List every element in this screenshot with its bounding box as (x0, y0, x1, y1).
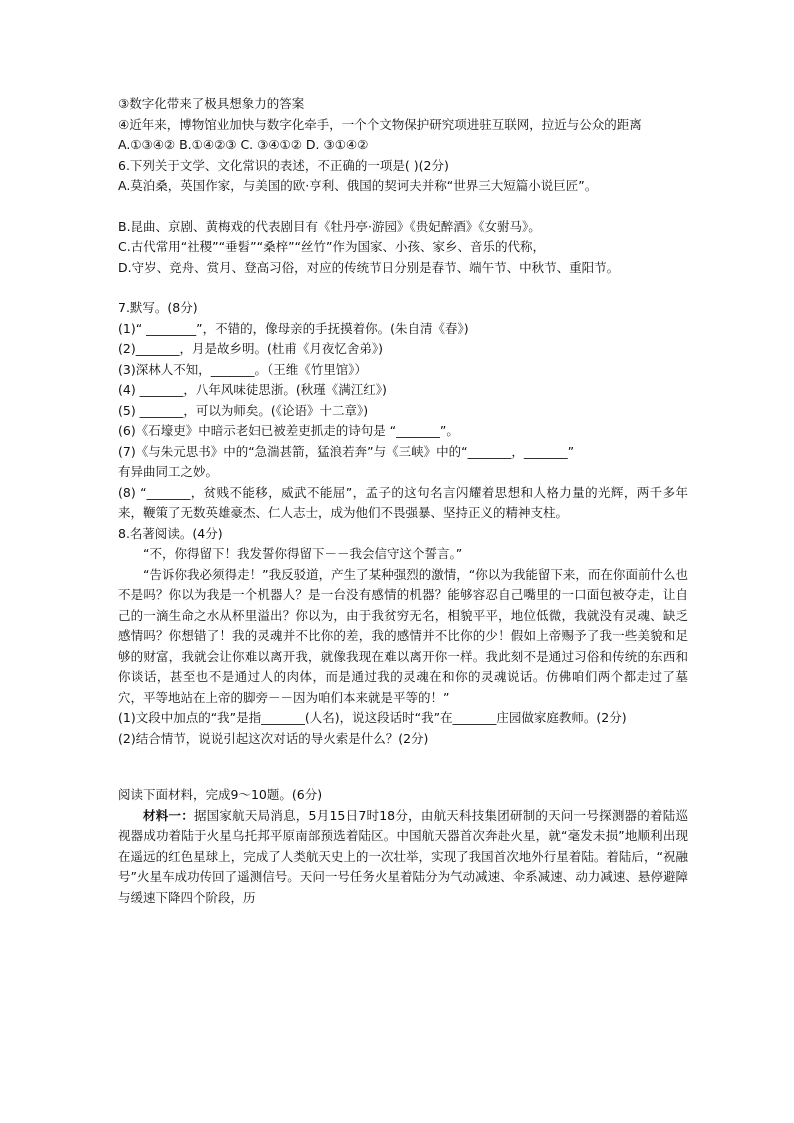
reading-intro: 阅读下面材料，完成9～10题。(6分) (118, 787, 323, 802)
q6-option-d: D.守岁、竞舟、赏月、登高习俗，对应的传统节日分别是春节、端午节、中秋节、重阳节。 (118, 259, 620, 275)
q6-stem: 6.下列关于文学、文化常识的表述，不正确的一项是( )(2分) (118, 157, 449, 173)
material-1 (118, 806, 688, 909)
q7-line-3: (3)深林人不知，_______。（王维《竹里馆》） (118, 361, 367, 377)
q7-line-4: (4) _______，八年风味徒思浙。(秋瑾《满江红》) (118, 382, 387, 397)
q6-option-a: A.莫泊桑，英国作家，与美国的欧·亨利、俄国的契诃夫并称“世界三大短篇小说巨匠”。 (118, 178, 598, 193)
q7-line-6: (6)《石壕吏》中暗示老妇已被差吏抓走的诗句是 “_______”。 (118, 423, 459, 438)
q6-option-c: C.古代常用“社稷”“垂髫”“桑梓”“丝竹”作为国家、小孩、家乡、音乐的代称， (118, 239, 546, 254)
q7-line-7b: 有异曲同工之妙。 (118, 464, 219, 479)
q5-item-4: ④近年来，博物馆业加快与数字化牵手，一个个文物保护研究项进驻互联网，拉近与公众的距离 (118, 116, 642, 132)
q8-sub-1: (1)文段中加点的“我”是指_______(人名)，说这段话时“我”在_______庄园做家庭教师。(2分) (118, 710, 627, 725)
spacer (118, 749, 688, 785)
q7-line-2: (2)_______，月是故乡明。(杜甫《月夜忆舍弟》) (118, 341, 383, 356)
q7-line-5: (5) _______，可以为师矣。(《论语》十二章》) (118, 402, 369, 418)
material-1-text: 据国家航天局消息，5月15日7时18分，由航天科技集团研制的天问一号探测器的着陆巡视器成功着陆于火星乌托邦平原南部预选着陆区。中国航天器首次奔赴火星，就“毫发未损”地顺利出现在遥远的红色星球上，完成了人类航天史上的一次壮举，实现了我国首次地外行星着陆。着陆后，“祝融号”火星车成功传回了遥测信号。天问一号任务火星着陆分为气动减速、伞系减速、动力减速、悬停避障与缓速下降四个阶段，历 (118, 807, 688, 905)
q7-stem: 7.默写。(8分) (118, 300, 198, 315)
q5-options: A.①③④② B.①④②③ C. ③④①② D. ③①④② (118, 137, 369, 152)
q8-passage-2: “告诉你我必须得走！”我反驳道，产生了某种强烈的激情，“你以为我能留下来，而在你面前什么也不是吗？你以为我是一个机器人？是一台没有感情的机器？能够容忍自己嘴里的一口面包被夺走，让自己的一滴生命之水从杯里溢出？你以为，由于我贫穷无名，相貌平平，地位低微，我就没有灵魂、缺乏感情吗？你想错了！我的灵魂并不比你的差，我的感情并不比你的少！假如上帝赐予了我一些美貌和足够的财富，我就会让你难以离开我，就像我现在难以离开你一样。我此刻不是通过习俗和传统的东西和你谈话，甚至也不是通过人的肉体，而是通过我的灵魂在和你的灵魂说话。仿佛咱们两个都走过了墓穴，平等地站在上帝的脚旁－－因为咱们本来就是平等的！” (118, 566, 688, 705)
spacer (118, 278, 688, 298)
document-page (118, 94, 688, 908)
q8-stem: 8.名著阅读。(4分) (118, 525, 223, 541)
q7-line-8: (8) “_______，贫贱不能移，威武不能屈”，孟子的这句名言闪耀着思想和人格力量的光辉，两千多年来，鞭策了无数英雄豪杰、仁人志士，成为他们不畏强暴、坚持正义的精神支柱。 (118, 484, 688, 520)
spacer (118, 197, 688, 217)
q7-line-7a: (7)《与朱元思书》中的“急湍甚箭，猛浪若奔”与《三峡》中的“_______，_______” (118, 443, 575, 459)
q6-option-b: B.昆曲、京剧、黄梅戏的代表剧目有《牡丹亭·游园》《贵妃醉酒》《女驸马》。 (118, 218, 541, 234)
q5-item-3: ③数字化带来了极具想象力的答案 (118, 96, 305, 111)
q8-passage-1: “不，你得留下！我发誓你得留下－－我会信守这个誓言。” (143, 546, 463, 561)
q7-line-1: (1)“ ________”，不错的，像母亲的手抚摸着你。(朱自清《春》) (118, 320, 469, 336)
q8-sub-2: (2)结合情节，说说引起这次对话的导火索是什么？(2分) (118, 730, 429, 746)
material-1-label: 材料一： (143, 807, 194, 823)
